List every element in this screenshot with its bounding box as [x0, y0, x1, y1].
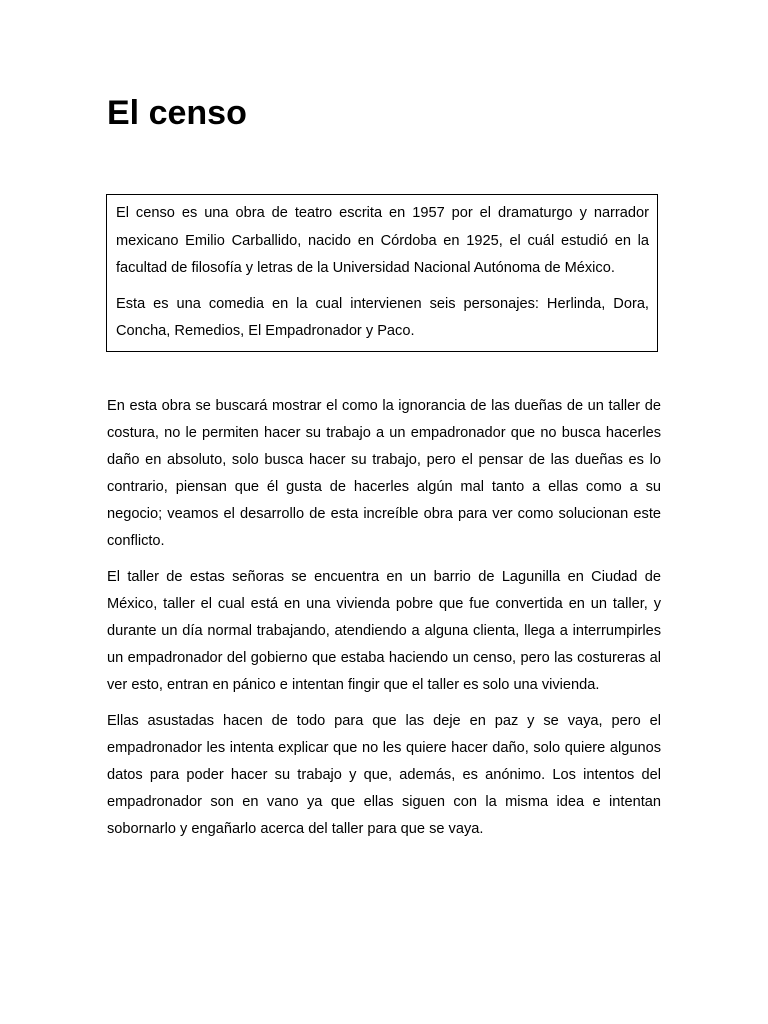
body-paragraph: En esta obra se buscará mostrar el como la ignorancia de las dueñas de un taller de costura, no le permiten hacer su trabajo a un empadronador que no busca hacerles daño en absoluto, solo busca hacer su trabajo, pero el pensar de las dueñas es lo contrario, piensan que él gusta de hacerles algún mal tanto a ellas como a su negocio; veamos el desarrollo de esta increíble obra para ver como solucionan este conflicto. — [107, 398, 661, 549]
summary-box — [106, 194, 658, 352]
body-text — [107, 393, 661, 852]
body-paragraph: Ellas asustadas hacen de todo para que las deje en paz y se vaya, pero el empadronador les intenta explicar que no les quiere hacer daño, solo quiere algunos datos para poder hacer su trabajo y que, además, es anónimo. Los intentos del empadronador son en vano ya que ellas siguen con la misma idea e intentan sobornarlo y engañarlo acerca del taller para que se vaya. — [107, 713, 661, 837]
document-title: El censo — [107, 94, 247, 132]
summary-paragraph: El censo es una obra de teatro escrita en 1957 por el dramaturgo y narrador mexicano Emilio Carballido, nacido en Córdoba en 1925, el cuál estudió en la facultad de filosofía y letras de la Universidad Nacional Autónoma de México. — [116, 205, 649, 276]
summary-paragraph: Esta es una comedia en la cual intervienen seis personajes: Herlinda, Dora, Concha, Remedios, El Empadronador y Paco. — [116, 295, 649, 339]
body-paragraph: El taller de estas señoras se encuentra en un barrio de Lagunilla en Ciudad de México, taller el cual está en una vivienda pobre que fue convertida en un taller, y durante un día normal trabajando, atendiendo a alguna clienta, llega a interrumpirles un empadronador del gobierno que estaba haciendo un censo, pero las costureras al ver esto, entran en pánico e intentan fingir que el taller es solo una vivienda. — [107, 569, 661, 693]
